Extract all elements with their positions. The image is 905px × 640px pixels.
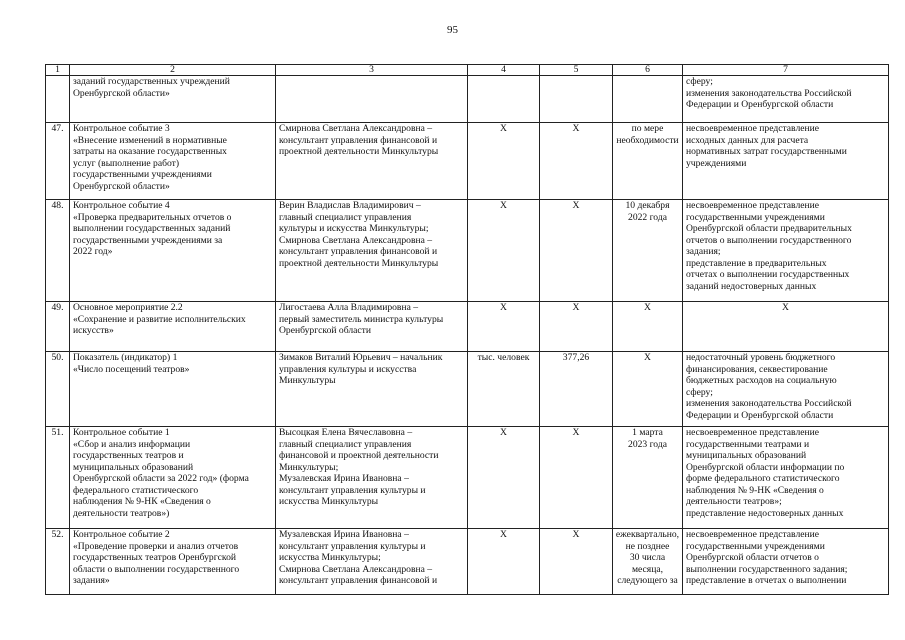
event-cell: Основное мероприятие 2.2 «Сохранение и развитие исполнительских искусств»: [70, 302, 276, 352]
column-number: 4: [468, 65, 540, 76]
risks-cell: несвоевременное представление государственными учреждениями Оренбургской области отчетов о выполнении государственного задания; представление в отчетах о выполнении: [683, 529, 889, 595]
unit-cell: Х: [468, 529, 540, 595]
column-number: 3: [276, 65, 468, 76]
row-number: [46, 76, 70, 123]
unit-cell: Х: [468, 427, 540, 529]
unit-cell: Х: [468, 302, 540, 352]
event-cell: Показатель (индикатор) 1 «Число посещений театров»: [70, 352, 276, 427]
responsible-cell: Лигостаева Алла Владимировна – первый заместитель министра культуры Оренбургской области: [276, 302, 468, 352]
row-number: 49.: [46, 302, 70, 352]
unit-cell: Х: [468, 123, 540, 200]
value-cell: Х: [540, 302, 613, 352]
table-row: [46, 123, 889, 200]
plan-table: [45, 64, 889, 595]
deadline-cell: по мере необходимости: [613, 123, 683, 200]
risks-cell: недостаточный уровень бюджетного финансирования, секвестирование бюджетных расходов на социальную сферу; изменения законодательства Российской Федерации и Оренбургской области: [683, 352, 889, 427]
responsible-cell: [276, 76, 468, 123]
deadline-cell: Х: [613, 302, 683, 352]
responsible-cell: Смирнова Светлана Александровна – консультант управления финансовой и проектной деятельности Минкультуры: [276, 123, 468, 200]
value-cell: Х: [540, 200, 613, 302]
value-cell: Х: [540, 529, 613, 595]
event-cell: Контрольное событие 4 «Проверка предварительных отчетов о выполнении государственных заданий государственными учреждениями за 2022 год»: [70, 200, 276, 302]
risks-cell: несвоевременное представление государственными учреждениями Оренбургской области предварительных отчетов о выполнении государственного задания; представление в предварительных отчетах о выполнении государственных заданий недостоверных данных: [683, 200, 889, 302]
deadline-cell: Х: [613, 352, 683, 427]
responsible-cell: Музалевская Ирина Ивановна – консультант управления культуры и искусства Минкультуры; Смирнова Светлана Александровна – консультант управления финансовой и: [276, 529, 468, 595]
unit-cell: [468, 76, 540, 123]
row-number: 50.: [46, 352, 70, 427]
table-row: [46, 200, 889, 302]
column-number: 2: [70, 65, 276, 76]
page-number: 95: [447, 24, 458, 36]
risks-cell: несвоевременное представление исходных данных для расчета нормативных затрат государственными учреждениями: [683, 123, 889, 200]
deadline-cell: [613, 76, 683, 123]
row-number: 48.: [46, 200, 70, 302]
risks-cell: сферу; изменения законодательства Российской Федерации и Оренбургской области: [683, 76, 889, 123]
column-number: 6: [613, 65, 683, 76]
value-cell: Х: [540, 123, 613, 200]
table-row: [46, 529, 889, 595]
column-number-row: [46, 65, 889, 76]
event-cell: Контрольное событие 3 «Внесение изменений в нормативные затраты на оказание государственных услуг (выполнение работ) государственными учреждениями Оренбургской области»: [70, 123, 276, 200]
value-cell: Х: [540, 427, 613, 529]
column-number: 1: [46, 65, 70, 76]
value-cell: [540, 76, 613, 123]
table-row: [46, 427, 889, 529]
deadline-cell: ежеквартально, не позднее 30 числа месяца, следующего за: [613, 529, 683, 595]
table-row: [46, 302, 889, 352]
responsible-cell: Высоцкая Елена Вячеславовна – главный специалист управления финансовой и проектной деятельности Минкультуры; Музалевская Ирина Ивановна – консультант управления культуры и искусства Минкультуры: [276, 427, 468, 529]
column-number: 5: [540, 65, 613, 76]
table-row: [46, 352, 889, 427]
unit-cell: Х: [468, 200, 540, 302]
column-number: 7: [683, 65, 889, 76]
event-cell: заданий государственных учреждений Оренбургской области»: [70, 76, 276, 123]
deadline-cell: 10 декабря 2022 года: [613, 200, 683, 302]
row-number: 51.: [46, 427, 70, 529]
row-number: 52.: [46, 529, 70, 595]
risks-cell: Х: [683, 302, 889, 352]
event-cell: Контрольное событие 2 «Проведение проверки и анализ отчетов государственных театров Оренбургской области о выполнении государственного задания»: [70, 529, 276, 595]
unit-cell: тыс. человек: [468, 352, 540, 427]
responsible-cell: Зимаков Виталий Юрьевич – начальник управления культуры и искусства Минкультуры: [276, 352, 468, 427]
event-cell: Контрольное событие 1 «Сбор и анализ информации государственных театров и муниципальных образований Оренбургской области за 2022 год» (форма федерального статистического наблюдения № 9-НК «Сведения о деятельности театров»): [70, 427, 276, 529]
value-cell: 377,26: [540, 352, 613, 427]
table-row: [46, 76, 889, 123]
responsible-cell: Верин Владислав Владимирович – главный специалист управления культуры и искусства Минкультуры; Смирнова Светлана Александровна – консультант управления финансовой и проектной деятельности Минкультуры: [276, 200, 468, 302]
deadline-cell: 1 марта 2023 года: [613, 427, 683, 529]
row-number: 47.: [46, 123, 70, 200]
risks-cell: несвоевременное представление государственными театрами и муниципальных образований Оренбургской области информации по форме федерального статистического наблюдения № 9-НК «Сведения о деятельности театров»; представление недостоверных данных: [683, 427, 889, 529]
